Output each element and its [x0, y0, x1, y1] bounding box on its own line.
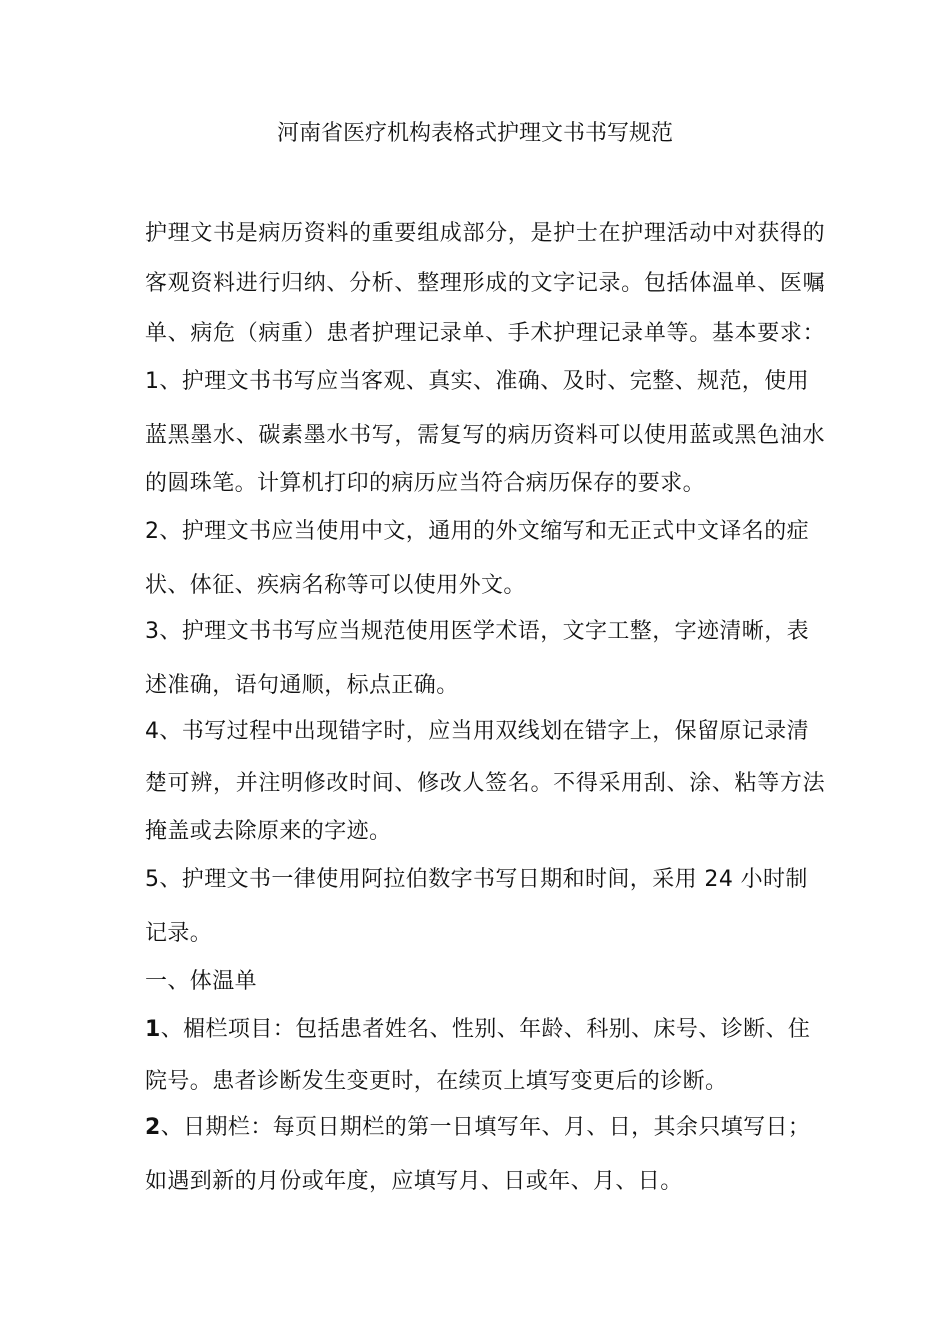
paragraph-line: 客观资料进行归纳、分析、整理形成的文字记录。包括体温单、医嘱: [145, 271, 825, 296]
temperature-item-1: [145, 1014, 825, 1046]
paragraph-line: 单、病危（病重）患者护理记录单、手术护理记录单等。基本要求：: [145, 321, 825, 346]
item-number: 3: [145, 619, 160, 644]
section-heading: 一、体温单: [145, 969, 258, 994]
requirement-2: [145, 516, 825, 548]
paragraph-line: 院号。患者诊断发生变更时，在续页上填写变更后的诊断。: [145, 1069, 728, 1094]
paragraph-line: 掩盖或去除原来的字迹。: [145, 819, 392, 844]
requirement-5: [145, 864, 825, 896]
item-number: 2: [145, 519, 160, 544]
paragraph-line: 护理文书是病历资料的重要组成部分，是护士在护理活动中对获得的: [145, 221, 825, 246]
temperature-item-2: [145, 1112, 825, 1144]
paragraph-line: 楚可辨，并注明修改时间、修改人签名。不得采用刮、涂、粘等方法: [145, 771, 825, 796]
paragraph-line: 述准确，语句通顺，标点正确。: [145, 673, 459, 698]
paragraph-line: 小时制: [740, 867, 808, 892]
paragraph-line: 、书写过程中出现错字时，应当用双线划在错字上，保留原记录清: [159, 719, 810, 744]
requirement-4: [145, 716, 825, 748]
item-number: 5: [145, 867, 160, 892]
paragraph-line: 的圆珠笔。计算机打印的病历应当符合病历保存的要求。: [145, 471, 706, 496]
requirement-1: [145, 366, 825, 398]
item-number: 1: [145, 1017, 161, 1042]
paragraph-line: 、护理文书书写应当客观、真实、准确、及时、完整、规范，使用: [159, 369, 810, 394]
item-number: 2: [145, 1115, 161, 1140]
paragraph-line: 、楣栏项目：包括患者姓名、性别、年龄、科别、床号、诊断、住: [160, 1017, 811, 1042]
paragraph-line: 蓝黑墨水、碳素墨水书写，需复写的病历资料可以使用蓝或黑色油水: [145, 423, 825, 448]
paragraph-line: 、护理文书应当使用中文，通用的外文缩写和无正式中文译名的症: [159, 519, 810, 544]
paragraph-line: 、护理文书书写应当规范使用医学术语，文字工整，字迹清晰，表: [159, 619, 810, 644]
document-title: 河南省医疗机构表格式护理文书书写规范: [276, 121, 673, 146]
paragraph-line: 、日期栏：每页日期栏的第一日填写年、月、日，其余只填写日；: [160, 1115, 811, 1140]
paragraph-line: 状、体征、疾病名称等可以使用外文。: [145, 573, 526, 598]
item-number: 4: [145, 719, 160, 744]
paragraph-line: 如遇到新的月份或年度，应填写月、日或年、月、日。: [145, 1169, 683, 1194]
requirement-3: [145, 616, 825, 648]
item-number: 1: [145, 369, 160, 394]
paragraph-line: 记录。: [145, 921, 213, 946]
paragraph-line: 、护理文书一律使用阿拉伯数字书写日期和时间，采用: [159, 867, 698, 892]
hour-number: 24: [704, 867, 734, 892]
